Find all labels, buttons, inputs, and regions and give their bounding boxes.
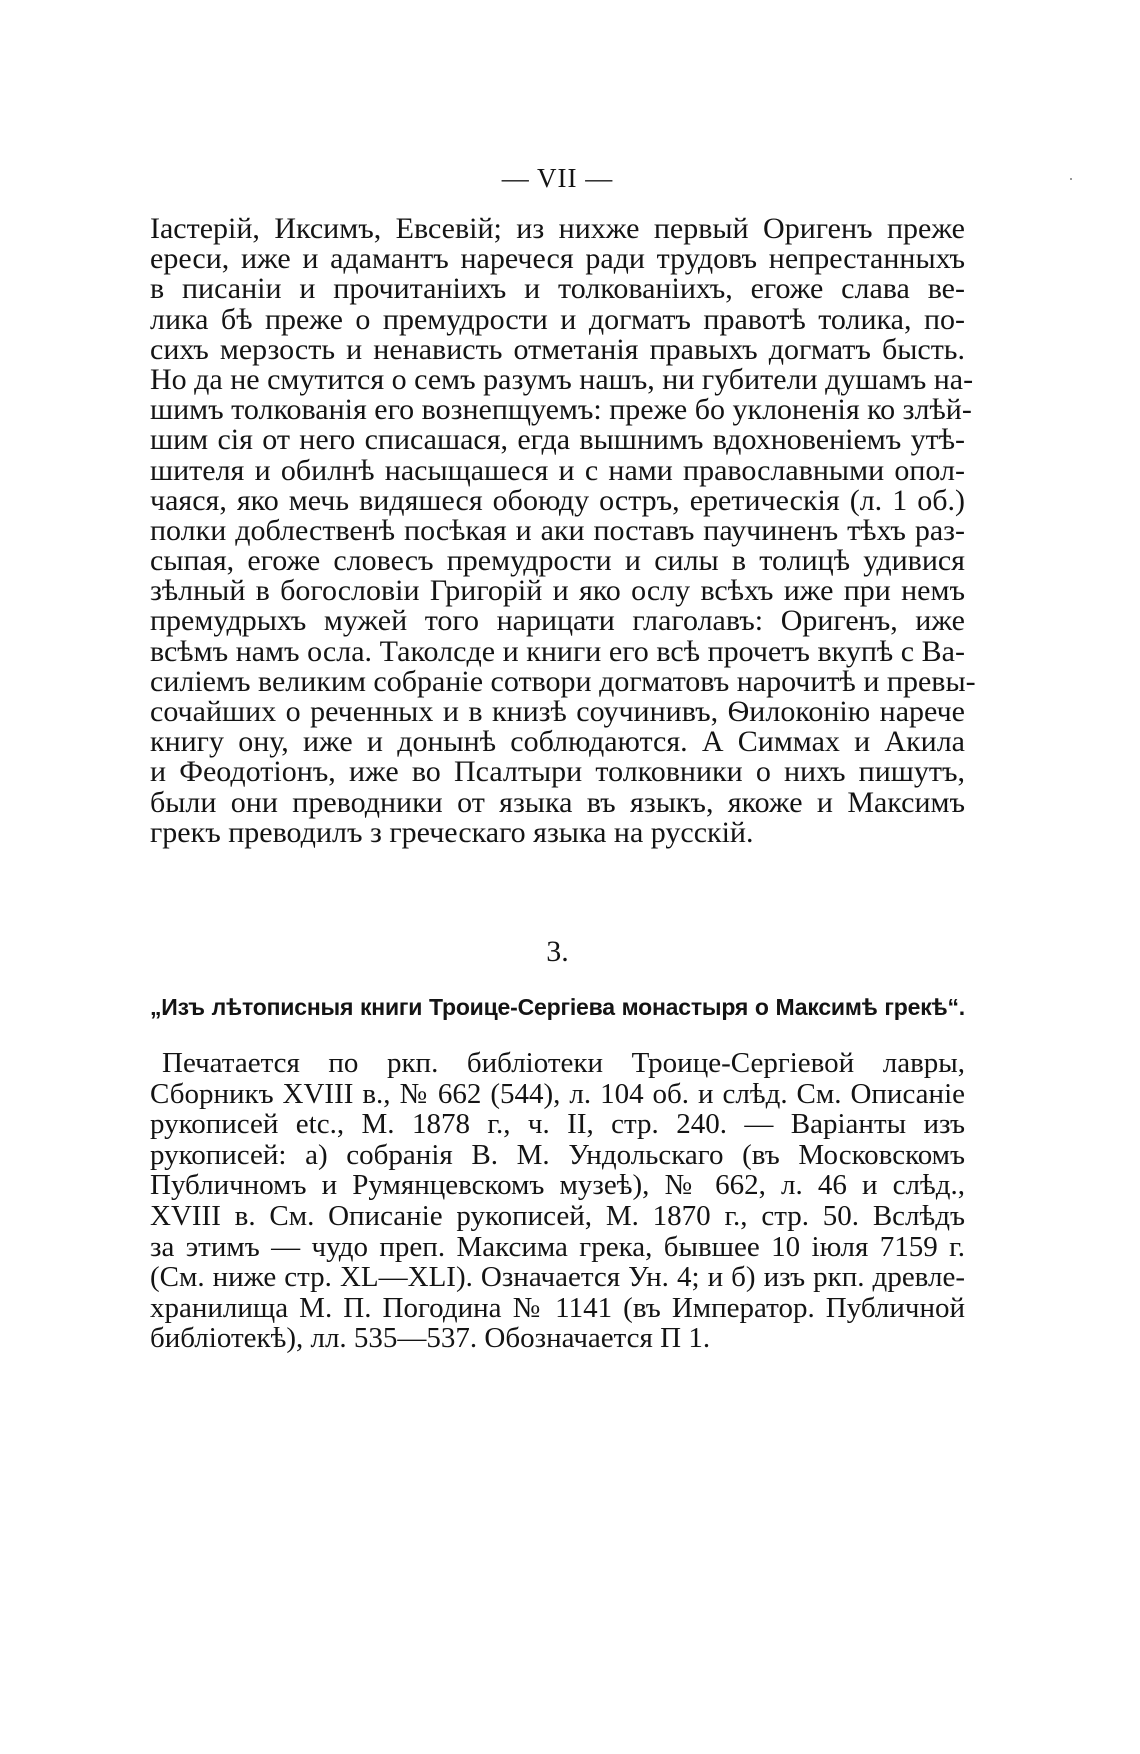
text-line: шимъ толкованія его вознепщуемъ: преже бо уклоненія ко злѣй- [150,393,972,427]
text-line: премудрыхъ мужей того нарицати глаголавъ: Оригенъ, иже [150,604,965,638]
text-line: сихъ мерзость и ненависть отметанія правыхъ догматъ бысть. [150,332,965,366]
main-text [150,212,976,849]
text-line: шим сія от него списашася, егда вышнимъ вдохновеніемъ утѣ- [150,423,965,457]
source-note [150,1048,965,1354]
text-line: книгу ону, иже и донынѣ соблюдаются. А Симмах и Акила [150,725,965,759]
book-page [150,160,976,1355]
text-line: сочайших о реченных и в книзѣ соучинивъ, Ѳилоконію нарече [150,695,965,728]
text-line: сыпая, егоже словесъ премудрости и силы в толицѣ удивися [150,544,965,578]
text-line: и Феодотіонъ, иже во Псалтыри толковники о нихъ пишутъ, [150,755,965,789]
text-line: были они преводники от языка въ языкъ, якоже и Максимъ [150,785,965,819]
text-line: всѣмъ намъ осла. Таколсде и книги его всѣ прочетъ вкупѣ с Ва- [150,634,965,668]
note-line: хранилища М. П. Погодина № 1141 (въ Император. Публичной [150,1291,965,1324]
text-line: Но да не смутится о семъ разумъ нашъ, ни губители душамъ на- [150,362,974,396]
text-line: зѣлный в богословіи Григорій и яко ослу всѣхъ иже при немъ [150,574,965,608]
text-line: шителя и обилнѣ насыщашеся и с нами православными опол- [150,453,965,487]
note-line: XVIII в. См. Описаніе рукописей, М. 1870 г., стр. 50. Вслѣдъ [150,1199,965,1232]
note-line: рукописей: а) собранія В. М. Ундольскаго (въ Московскомъ [150,1138,965,1171]
note-line: за этимъ — чудо преп. Максима грека, бывшее 10 іюля 7159 г. [150,1230,965,1263]
text-line: лика бѣ преже о премудрости и догматъ правотѣ толика, по- [150,302,965,336]
note-line: (См. ниже стр. XL—XLI). Означается Ун. 4; и б) изъ ркп. древле- [150,1261,965,1294]
text-line: чаяся, яко мечь видяшеся обоюду остръ, еретическія (л. 1 об.) [150,483,965,517]
section-title: „Изъ лѣтописныя книги Троице-Сергіева монастыря о Максимѣ грекѣ“. [150,993,965,1020]
text-line: грекъ преводилъ з греческаго языка на русскій. [150,815,754,849]
text-line: ереси, иже и адамантъ наречеся ради трудовъ непрестанныхъ [150,242,965,276]
text-line: в писаніи и прочитаніихъ и толкованіихъ, егоже слава ве- [150,272,965,306]
note-line: рукописей etc., М. 1878 г., ч. II, стр. 240. — Варіанты изъ [150,1108,965,1141]
text-line: полки доблественѣ посѣкая и аки поставъ паучиненъ тѣхъ раз- [150,513,965,547]
text-line: Іастерій, Иксимъ, Евсевій; из нихже первый Оригенъ преже [150,212,965,245]
text-line: силіемъ великим собраніе сотвори догматовъ нарочитѣ и превы- [150,664,976,698]
section-number: 3. [546,934,569,968]
page-number: — VII — [501,163,614,193]
paper-speck [1070,178,1072,180]
note-line: Печатается по ркп. библіотеки Троице-Сергіевой лавры, [162,1046,965,1079]
note-line: Сборникъ XVIII в., № 662 (544), л. 104 об. и слѣд. См. Описаніе [150,1077,965,1110]
section-gap [150,848,965,932]
note-line: Публичномъ и Румянцевскомъ музеѣ), № 662, л. 46 и слѣд., [150,1169,965,1202]
note-line: библіотекѣ), лл. 535—537. Обозначается П 1. [150,1322,711,1355]
